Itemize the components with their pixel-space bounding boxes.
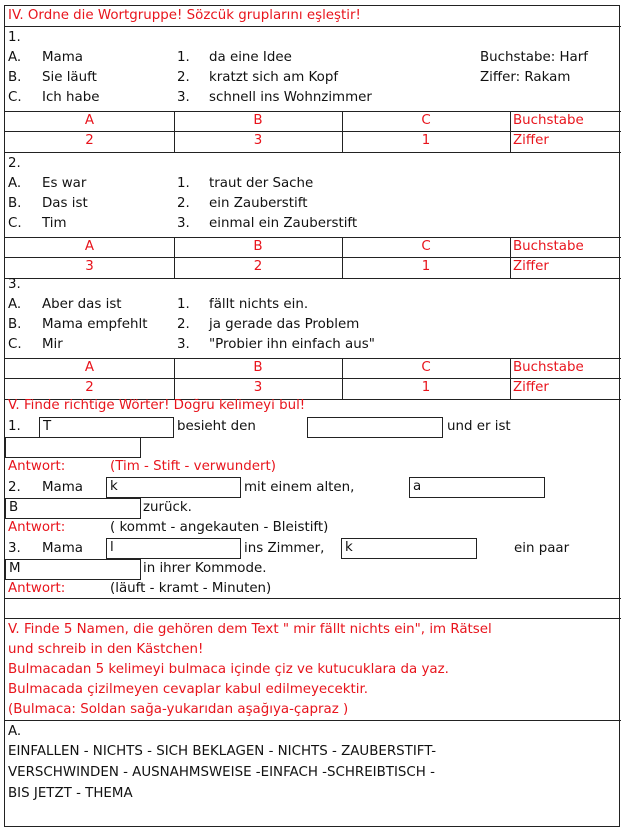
q1-answer-box-2[interactable] (307, 417, 443, 438)
q2-subject: Mama (42, 480, 84, 495)
letter-cell: Buchstabe (513, 113, 584, 128)
section4-title: IV. Ordne die Wortgruppe! Sözcük gruplarını eşleştir! (8, 8, 361, 23)
left-item-letter: C. (8, 337, 22, 352)
digit-cell[interactable]: 3 (253, 380, 263, 395)
divider (5, 26, 621, 27)
left-item-letter: C. (8, 216, 22, 231)
divider (5, 278, 621, 279)
word-list-line-3: BIS JETZT - THEMA (8, 786, 133, 801)
word-list-label: A. (8, 724, 22, 739)
right-item-text: ein Zauberstift (209, 196, 308, 211)
q1-answer: (Tim - Stift - verwundert) (110, 459, 276, 474)
puzzle-instruction-3: Bulmacadan 5 kelimeyi bulmaca içinde çiz ve kutucuklara da yaz. (8, 662, 449, 677)
letter-cell: Buchstabe (513, 360, 584, 375)
digit-cell[interactable]: 2 (253, 259, 263, 274)
letter-cell: B (253, 113, 263, 128)
digit-cell[interactable]: 2 (85, 380, 94, 395)
right-item-number: 1. (177, 297, 190, 312)
right-item-number: 3. (177, 216, 190, 231)
q2-answer: ( kommt - angekauten - Bleistift) (110, 520, 329, 535)
right-item-number: 1. (177, 50, 190, 65)
q2-answer-box-3[interactable]: B (5, 498, 141, 519)
left-item-letter: A. (8, 176, 22, 191)
right-item-number: 2. (177, 317, 190, 332)
q2-answer-box-2[interactable]: a (409, 477, 545, 498)
right-item-number: 2. (177, 70, 190, 85)
q3-text-1: ins Zimmer, (244, 541, 325, 556)
q1-number: 1. (8, 419, 21, 434)
legend-digit: Ziffer: Rakam (480, 70, 571, 85)
left-item-letter: C. (8, 90, 22, 105)
letter-cell: C (421, 239, 431, 254)
q2-text-2: zurück. (143, 500, 192, 515)
left-item-text: Mama (42, 50, 84, 65)
left-item-letter: B. (8, 196, 22, 211)
q1-text-1: besieht den (177, 419, 256, 434)
q1-answer-label: Antwort: (8, 459, 66, 474)
q3-number: 3. (8, 541, 21, 556)
q3-subject: Mama (42, 541, 84, 556)
q3-text-2: ein paar (514, 541, 570, 556)
right-item-text: "Probier ihn einfach aus" (209, 337, 375, 352)
digit-cell[interactable]: 1 (421, 133, 431, 148)
right-item-text: schnell ins Wohnzimmer (209, 90, 372, 105)
word-list-line-1: EINFALLEN - NICHTS - SICH BEKLAGEN - NICHTS - ZAUBERSTIFT- (8, 744, 437, 759)
q3-answer-box-3[interactable]: M (5, 559, 141, 580)
right-item-number: 2. (177, 196, 190, 211)
q3-answer-box-2[interactable]: k (341, 538, 477, 559)
digit-cell[interactable]: 3 (85, 259, 94, 274)
right-item-number: 3. (177, 337, 190, 352)
left-item-letter: B. (8, 317, 22, 332)
digit-cell: Ziffer (513, 133, 549, 148)
q3-answer: (läuft - kramt - Minuten) (110, 581, 272, 596)
puzzle-instruction-5: (Bulmaca: Soldan sağa-yukarıdan aşağıya-çapraz ) (8, 702, 349, 717)
digit-cell[interactable]: 1 (421, 380, 431, 395)
left-item-text: Das ist (42, 196, 88, 211)
letter-cell: A (84, 239, 95, 254)
right-item-text: da eine Idee (209, 50, 292, 65)
divider (5, 152, 621, 153)
block-number: 1. (8, 30, 21, 45)
q2-text-1: mit einem alten, (244, 480, 355, 495)
q2-answer-box-1[interactable]: k (106, 477, 241, 498)
q1-text-2: und er ist (447, 419, 511, 434)
q3-answer-box-1[interactable]: l (106, 538, 241, 559)
left-item-letter: A. (8, 50, 22, 65)
q3-answer-label: Antwort: (8, 581, 66, 596)
right-item-text: einmal ein Zauberstift (209, 216, 358, 231)
left-item-text: Mir (42, 337, 63, 352)
digit-cell: Ziffer (513, 259, 549, 274)
block-number: 3. (8, 277, 21, 292)
right-item-number: 1. (177, 176, 190, 191)
divider (5, 720, 621, 721)
q3-text-3: in ihrer Kommode. (143, 561, 267, 576)
q2-answer-label: Antwort: (8, 520, 66, 535)
word-list-line-2: VERSCHWINDEN - AUSNAHMSWEISE -EINFACH -SCHREIBTISCH - (8, 765, 435, 780)
section5-title: V. Finde richtige Wörter! Doğru kelimeyi bul! (8, 398, 306, 413)
letter-cell: Buchstabe (513, 239, 584, 254)
letter-cell: C (421, 113, 431, 128)
left-item-text: Es war (42, 176, 87, 191)
left-item-text: Sie läuft (42, 70, 97, 85)
block-number: 2. (8, 156, 21, 171)
digit-cell: Ziffer (513, 380, 549, 395)
legend-letter: Buchstabe: Harf (480, 50, 588, 65)
q1-answer-box-1[interactable]: T (39, 417, 174, 438)
right-item-text: kratzt sich am Kopf (209, 70, 339, 85)
right-item-text: traut der Sache (209, 176, 314, 191)
letter-cell: B (253, 360, 263, 375)
divider (5, 598, 621, 599)
left-item-letter: B. (8, 70, 22, 85)
puzzle-instruction-1: V. Finde 5 Namen, die gehören dem Text " mir fällt nichts ein", im Rätsel (8, 622, 492, 637)
left-item-text: Aber das ist (42, 297, 122, 312)
digit-cell[interactable]: 3 (253, 133, 263, 148)
left-item-text: Mama empfehlt (42, 317, 148, 332)
letter-cell: A (84, 113, 95, 128)
left-item-text: Tim (42, 216, 67, 231)
right-item-number: 3. (177, 90, 190, 105)
left-item-letter: A. (8, 297, 22, 312)
left-item-text: Ich habe (42, 90, 100, 105)
divider (5, 618, 621, 619)
right-item-text: fällt nichts ein. (209, 297, 309, 312)
right-item-text: ja gerade das Problem (209, 317, 360, 332)
digit-cell[interactable]: 2 (85, 133, 94, 148)
letter-cell: A (84, 360, 95, 375)
q1-answer-box-3[interactable] (5, 437, 141, 458)
letter-cell: C (421, 360, 431, 375)
q2-number: 2. (8, 480, 21, 495)
puzzle-instruction-2: und schreib in den Kästchen! (8, 642, 204, 657)
puzzle-instruction-4: Bulmacada çizilmeyen cevaplar kabul edilmeyecektir. (8, 682, 369, 697)
digit-cell[interactable]: 1 (421, 259, 431, 274)
letter-cell: B (253, 239, 263, 254)
